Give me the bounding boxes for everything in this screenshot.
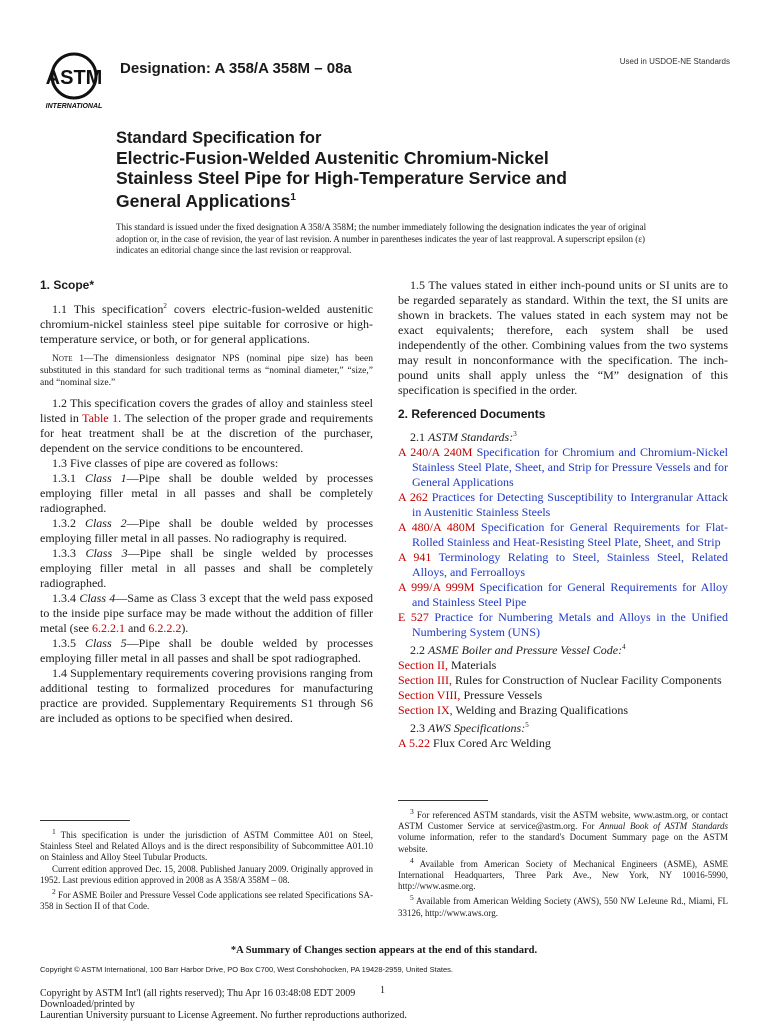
asme-reference-list xyxy=(398,658,728,718)
footnote-ref-3[interactable]: 3 xyxy=(513,430,517,438)
footnote-1: $^1$ This specification is under the jurisdiction of ASTM Committee A01 on Steel, Stainless Steel and Related Alloys and is the direct responsibility of Subcommittee A01.10 on Stainless and Alloy Steel Tubular Products. xyxy=(40,827,373,863)
note-1: Note 1—The dimensionless designator NPS (nominal pipe size) has been substituted in this standard for such traditional terms as “nominal diameter,” “size,” and “nominal size.” xyxy=(40,354,373,388)
asme-code-label: 2.2 ASME Boiler and Pressure Vessel Code:$^4$ xyxy=(410,643,626,657)
stamp-line-3: Laurentian University pursuant to License Agreement. No further reproductions authorized. xyxy=(40,1010,407,1021)
class-2: 1.3.2 Class 2—Pipe shall be double welded by processes employing filler metal in all passes. No radiography is required. xyxy=(40,516,373,545)
reference-code-link[interactable]: Section VIII, xyxy=(398,688,461,702)
astm-logo xyxy=(40,50,110,112)
footnotes-left xyxy=(40,826,373,912)
reference-code-link[interactable]: A 999/A 999M xyxy=(398,580,475,594)
footnote-rule-right xyxy=(398,800,488,801)
table-1-link[interactable]: Table 1 xyxy=(82,411,119,425)
stamp-line-1: Copyright by ASTM Int'l (all rights reserved); Thu Apr 16 03:48:08 EDT 2009 xyxy=(40,988,356,999)
reference-entry xyxy=(398,520,728,550)
reference-entry xyxy=(398,445,728,490)
reference-entry xyxy=(398,703,728,718)
reference-entry xyxy=(398,610,728,640)
reference-title: Materials xyxy=(451,658,497,672)
title-line-4: General Applications$^1$ xyxy=(116,190,296,211)
title-line-2: Electric-Fusion-Welded Austenitic Chromium-Nickel xyxy=(116,148,549,168)
footnote-5: $^5$ Available from American Welding Society (AWS), 550 NW LeJeune Rd., Miami, FL 33126, http://www.aws.org. xyxy=(398,893,728,918)
footnote-1-edition: Current edition approved Dec. 15, 2008. Published January 2009. Originally approved in 1952. Last previous edition approved in 2008 as A 358/A 358M – 08. xyxy=(40,863,373,885)
para-1-1: 1.1 This specification$^2$ covers electric-fusion-welded austenitic chromium-nickel stainless steel pipe suitable for corrosive or high-temperature service, or both, or for general applications. xyxy=(40,302,373,346)
reference-title: Welding and Brazing Qualifications xyxy=(455,703,629,717)
footnote-ref-2[interactable]: 2 xyxy=(163,302,167,310)
section-6-2-2-1-link[interactable]: 6.2.2.1 xyxy=(91,621,125,635)
class-5: 1.3.5 Class 5—Pipe shall be double welded by processes employing filler metal in all passes and shall be spot radiographed. xyxy=(40,636,373,665)
page-number: 1 xyxy=(380,985,385,996)
right-column xyxy=(398,278,728,751)
summary-of-changes-note: *A Summary of Changes section appears at the end of this standard. xyxy=(230,945,538,956)
reference-entry xyxy=(398,580,728,610)
para-1-5: 1.5 The values stated in either inch-pound units or SI units are to be regarded separately as standard. Within the text, the SI units are shown in brackets. The values stated in each system may not be exact equivalents; therefore, each system shall be used independently of the other. Combining values from the two systems may result in nonconformance with the specification. The inch-pound units shall apply unless the “M” designation of this specification is specified in the order. xyxy=(398,278,728,397)
reference-title[interactable]: Terminology Relating to Steel, Stainless Steel, Related Alloys, and Ferroalloys xyxy=(412,550,728,579)
reference-title: Flux Cored Arc Welding xyxy=(433,736,551,750)
reference-code-link[interactable]: Section IX, xyxy=(398,703,453,717)
para-1-4: 1.4 Supplementary requirements covering provisions ranging from additional testing to formalized procedures for manufacturing practice are provided. Supplementary Requirements S1 through S6 are included as options to be specified when desired. xyxy=(40,666,373,725)
reference-title: Rules for Construction of Nuclear Facility Components xyxy=(454,673,722,687)
reference-entry xyxy=(398,490,728,520)
footnote-3: $^3$ For referenced ASTM standards, visit the ASTM website, www.astm.org, or contact ASTM Customer Service at service@astm.org. For Annual Book of ASTM Standards volume information, refer to the standard's Document Summary page on the ASTM website. xyxy=(398,807,729,854)
para-1-3: 1.3 Five classes of pipe are covered as follows: xyxy=(52,456,279,470)
reference-entry xyxy=(398,673,728,688)
reference-title: Pressure Vessels xyxy=(463,688,543,702)
reference-title[interactable]: Practices for Detecting Susceptibility to Intergranular Attack in Austenitic Stainless Steels xyxy=(412,490,728,519)
reference-code-link[interactable]: Section III, xyxy=(398,673,452,687)
title-footnote-mark[interactable]: 1 xyxy=(290,192,296,203)
section-6-2-2-2-link[interactable]: 6.2.2.2 xyxy=(148,621,182,635)
reference-title[interactable]: Specification for Chromium and Chromium-Nickel Stainless Steel Plate, Sheet, and Strip for Pressure Vessels and for General Applications xyxy=(412,445,729,489)
referenced-documents-heading: 2. Referenced Documents xyxy=(398,407,546,421)
used-in-label: Used in USDOE-NE Standards xyxy=(619,57,730,66)
footnote-2: $^2$ For ASME Boiler and Pressure Vessel Code applications see related Specifications SA-358 in Section II of that Code. xyxy=(40,887,373,912)
reference-code-link[interactable]: A 941 xyxy=(398,550,432,564)
issued-note: This standard is issued under the fixed designation A 358/A 358M; the number immediately following the designation indicates the year of original adoption or, in the case of revision, the year of last revision. A number in parentheses indicates the year of last reapproval. A superscript epsilon (ε) indicates an editorial change since the last revision or reapproval. xyxy=(116,222,647,255)
footnote-ref-4[interactable]: 4 xyxy=(622,643,626,651)
footnote-rule-left xyxy=(40,820,130,821)
reference-code-link[interactable]: A 5.22 xyxy=(398,736,431,750)
copyright-line: Copyright © ASTM International, 100 Barr Harbor Drive, PO Box C700, West Conshohocken, PA 19428-2959, United States. xyxy=(40,965,453,974)
footnote-4: $^4$ Available from American Society of Mechanical Engineers (ASME), ASME International Headquarters, Three Park Ave., New York, NY 10016-5990, http://www.asme.org. xyxy=(398,855,728,892)
reference-entry xyxy=(398,736,728,751)
aws-specifications-label: 2.3 AWS Specifications:$^5$ xyxy=(410,721,529,735)
reference-entry xyxy=(398,550,728,580)
class-4: 1.3.4 Class 4—Same as Class 3 except that the weld pass exposed to the inside pipe surface may be made without the addition of filler metal (see 6.2.2.1 and 6.2.2.2). xyxy=(40,591,373,635)
class-3: 1.3.3 Class 3—Pipe shall be single welded by processes employing filler metal in all passes and shall be completely radiographed. xyxy=(40,546,373,590)
scope-heading: 1. Scope* xyxy=(40,278,95,292)
svg-text:INTERNATIONAL: INTERNATIONAL xyxy=(45,103,103,110)
footnotes-right xyxy=(398,806,728,919)
reference-code-link[interactable]: A 262 xyxy=(398,490,428,504)
aws-reference-list xyxy=(398,736,728,751)
astm-reference-list xyxy=(398,445,728,640)
document-title xyxy=(116,128,676,211)
reference-code-link[interactable]: A 480/A 480M xyxy=(398,520,476,534)
reference-title[interactable]: Specification for General Requirements for Alloy and Stainless Steel Pipe xyxy=(412,580,729,609)
title-line-1: Standard Specification for xyxy=(116,129,322,147)
left-column xyxy=(40,278,373,726)
reference-title[interactable]: Practice for Numbering Metals and Alloys in the Unified Numbering System (UNS) xyxy=(412,610,728,639)
download-stamp xyxy=(40,988,407,1021)
reference-entry xyxy=(398,658,728,673)
reference-code-link[interactable]: E 527 xyxy=(398,610,429,624)
reference-title[interactable]: Specification for General Requirements for Flat-Rolled Stainless and Heat-Resisting Steel Plate, Sheet, and Strip xyxy=(412,520,728,549)
reference-code-link[interactable]: A 240/A 240M xyxy=(398,445,473,459)
reference-entry xyxy=(398,688,728,703)
para-1-2: 1.2 This specification covers the grades of alloy and stainless steel listed in Table 1. The selection of the proper grade and requirements for heat treatment shall be at the discretion of the purchaser, dependent on the service conditions to be encountered. xyxy=(40,396,373,455)
svg-text:ASTM: ASTM xyxy=(45,67,103,89)
title-line-3: Stainless Steel Pipe for High-Temperature Service and xyxy=(116,168,567,188)
designation: Designation: A 358/A 358M – 08a xyxy=(120,60,352,77)
stamp-line-2: Downloaded/printed by xyxy=(40,999,135,1010)
class-1: 1.3.1 Class 1—Pipe shall be double welded by processes employing filler metal in all passes and shall be completely radiographed. xyxy=(40,471,373,515)
astm-standards-label: 2.1 ASTM Standards:$^3$ xyxy=(410,430,517,444)
reference-code-link[interactable]: Section II, xyxy=(398,658,448,672)
footnote-ref-5[interactable]: 5 xyxy=(525,721,529,729)
